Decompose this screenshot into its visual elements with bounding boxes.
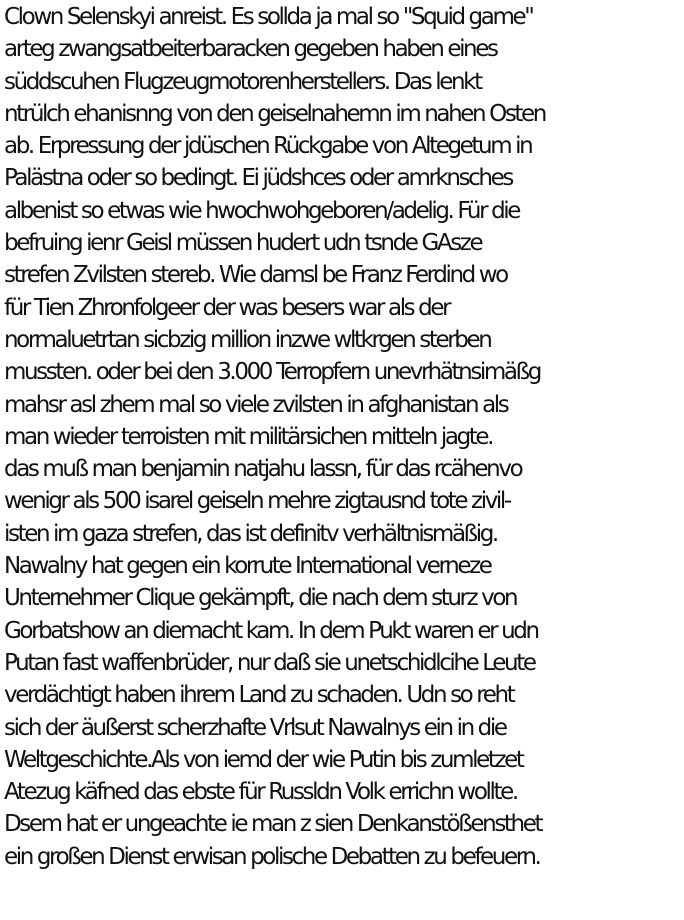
text-line-18: Nawalny hat gegen ein korrute International verneze (4, 553, 491, 580)
text-line-1: Clown Selenskyi anreist. Es sollda ja mal so "Squid game" (4, 4, 533, 30)
text-line-14: man wieder terroisten mit militärsichen mitteln jagte. (4, 423, 493, 450)
text-line-7: albenist so etwas wie hwochwohgeboren/adelig. Für die (4, 197, 520, 224)
text-line-5: ab. Erpressung der jdüschen Rückgabe von Altegetum in (4, 133, 532, 160)
text-line-13: mahsr asl zhem mal so viele zvilsten in afghanistan als (4, 391, 508, 418)
text-line-20: Gorbatshow an diemacht kam. In dem Pukt waren er udn (4, 617, 538, 644)
text-line-15: das muß man benjamin natjahu lassn, für das rcähenvo (4, 456, 522, 483)
text-line-22: verdächtigt haben ihrem Land zu schaden. Udn so reht (4, 682, 514, 709)
text-line-23: sich der äußerst scherzhafte Vrlsut Nawalnys ein in die (4, 714, 506, 741)
text-line-8: befruing ienr Geisl müssen hudert udn tsnde GAsze (4, 230, 482, 257)
text-line-4: ntrülch ehanisnng von den geiselnahemn im nahen Osten (4, 100, 545, 127)
text-line-6: Palästna oder so bedingt. Ei jüdshces oder amrknsches (4, 165, 512, 192)
text-line-24: Weltgeschichte.Als von iemd der wie Putin bis zumletzet (4, 746, 523, 773)
text-line-27: ein großen Dienst erwisan polische Debatten zu befeuern. (4, 843, 540, 870)
text-line-21: Putan fast waffenbrüder, nur daß sie unetschidlcihe Leute (4, 649, 535, 676)
text-line-16: wenigr als 500 isarel geiseln mehre zigtausnd tote zivil- (4, 488, 510, 515)
text-line-25: Atezug käfned das ebste für Russldn Volk errichn wollte. (4, 779, 517, 806)
text-line-11: normaluetrtan sicbzig million inzwe wltkrgen sterben (4, 326, 491, 353)
text-line-19: Unternehmer Clique gekämpft, die nach dem sturz von (4, 585, 517, 612)
text-line-26: Dsem hat er ungeachte ie man z sien Denkanstößensthet (4, 811, 542, 838)
text-line-2: arteg zwangsatbeiterbaracken gegeben haben eines (4, 36, 497, 63)
body-text (4, 1, 684, 873)
text-line-17: isten im gaza strefen, das ist definitv verhältnismäßig. (4, 520, 497, 547)
text-line-3: süddscuhen Flugzeugmotorenherstellers. Das lenkt (4, 68, 481, 95)
text-line-9: strefen Zvilsten stereb. Wie damsl be Franz Ferdind wo (4, 262, 507, 289)
text-line-12: mussten. oder bei den 3.000 Terropfern unevrhätnsimäßg (4, 359, 540, 386)
text-line-10: für Tien Zhronfolgeer der was besers war als der (4, 294, 450, 321)
